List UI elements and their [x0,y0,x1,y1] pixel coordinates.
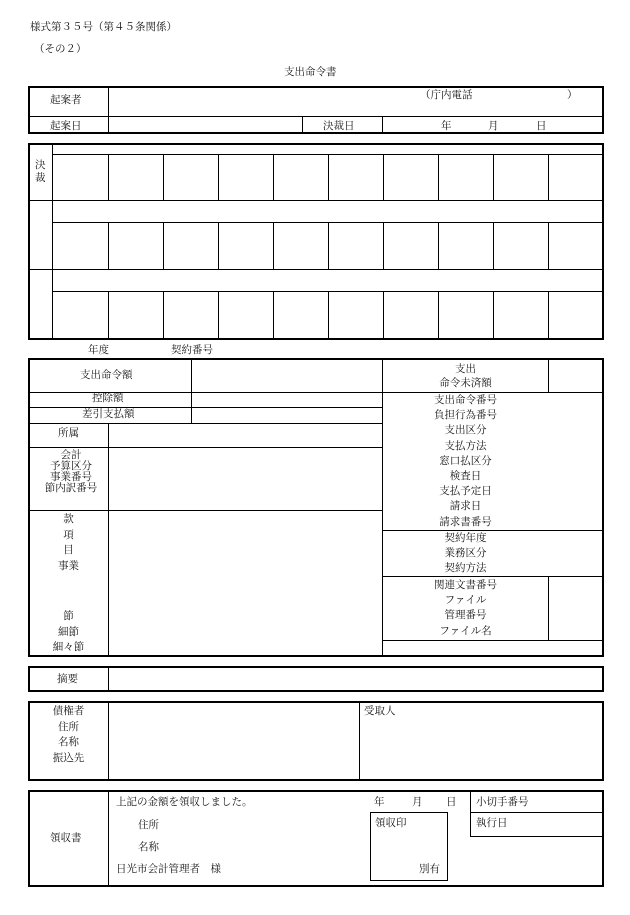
creditor-line: 債権者 [52,705,85,717]
phone-label: （庁内電話 [420,89,473,101]
right-label: 負担行為番号 [434,409,497,422]
drafter-label: 起案者 [50,94,82,106]
kessai-char-2: 裁 [35,172,46,184]
decision-month-label: 月 [488,120,499,132]
department-field[interactable] [109,424,382,447]
fiscal-year-label: 年度 [88,344,109,356]
accounting-line: 会計 [60,449,82,461]
receipt-statement: 上記の金額を領収しました。 [116,796,253,808]
accounting-labels [34,450,108,494]
kessai-char-1: 決 [35,159,46,171]
right-label: 請求日 [449,500,482,513]
draft-date-label: 起案日 [50,120,82,132]
receipt-name-label: 名称 [138,841,159,853]
unpaid-line: 命令未済額 [439,377,492,389]
right-label: 窓口払区分 [439,454,492,467]
right-label: 請求書番号 [439,515,492,528]
unpaid-field[interactable] [549,359,603,392]
deduction-field[interactable] [192,393,382,407]
creditor-labels [29,704,108,766]
recipient-field[interactable] [360,720,603,780]
separate-label: 別有 [419,863,440,875]
receipt-month-label: 月 [412,796,423,808]
accounting-line: 節内訳番号 [44,482,98,495]
receipt-label: 領収書 [50,832,82,844]
right-group-3 [383,578,548,639]
receipt-seal-label: 領収印 [375,817,407,829]
receipt-year-label: 年 [374,796,385,808]
drafter-field[interactable] [109,87,409,116]
right-label: 検査日 [449,470,482,483]
budget-line: 事業 [58,559,79,572]
deduction-label: 控除額 [92,392,124,404]
receipt-address-label: 住所 [138,819,159,831]
unpaid-line: 支出 [455,363,476,375]
execution-date-label: 執行日 [476,817,508,829]
net-payment-field[interactable] [192,408,382,423]
creditor-line: 振込先 [52,751,85,764]
department-label: 所属 [58,427,79,439]
section-line: 細節 [58,625,79,638]
budget-line: 目 [63,544,74,556]
accounting-manager: 日光市会計管理者 様 [116,863,221,875]
right-label: ファイル名 [439,624,492,637]
budget-labels [29,512,108,574]
phone-close: ） [567,89,578,101]
budget-line: 項 [63,528,74,541]
check-number-label: 小切手番号 [476,796,529,808]
right-label: 関連文書番号 [434,579,497,591]
budget-field[interactable] [109,511,382,656]
order-amount-field[interactable] [192,359,382,392]
section-line: 細々節 [52,641,85,653]
right-label: 支払予定日 [439,485,492,498]
creditor-line: 住所 [58,720,79,733]
net-payment-label: 差引支払額 [82,408,135,420]
right-label: 支払方法 [444,439,487,452]
right-label: 業務区分 [444,547,487,560]
draft-date-field[interactable] [109,117,302,133]
summary-field[interactable] [109,667,603,691]
phone-field[interactable] [488,88,568,104]
accounting-line: 事業番号 [50,471,92,484]
contract-number-label: 契約番号 [171,344,213,356]
right-label: 契約年度 [444,532,487,544]
form-sub-number: （その２） [34,43,87,55]
decision-date-label: 決裁日 [323,120,355,132]
order-amount-label: 支出命令額 [80,369,133,381]
right-label: 契約方法 [444,562,487,575]
section-line: 節 [63,610,74,622]
right-group-2 [383,531,548,577]
budget-line: 款 [63,513,74,525]
accounting-field[interactable] [109,448,382,510]
right-label: 支出区分 [444,424,487,437]
right-label: ファイル [444,594,487,607]
creditor-field[interactable] [109,702,359,780]
approval-grid [28,143,604,340]
summary-label: 摘要 [57,673,78,685]
receipt-day-label: 日 [446,796,457,808]
unpaid-label [383,362,548,390]
recipient-label: 受取人 [364,705,396,717]
decision-day-label: 日 [536,120,547,132]
section-labels [29,609,108,656]
right-label: 支出命令番号 [434,394,497,406]
accounting-line: 予算区分 [50,460,92,473]
page-title: 支出命令書 [284,66,337,78]
right-label: 管理番号 [444,609,487,622]
right-group-1 [383,393,548,530]
creditor-line: 名称 [58,736,79,748]
form-number: 様式第３５号（第４５条関係） [30,21,177,33]
decision-year-label: 年 [441,120,452,132]
